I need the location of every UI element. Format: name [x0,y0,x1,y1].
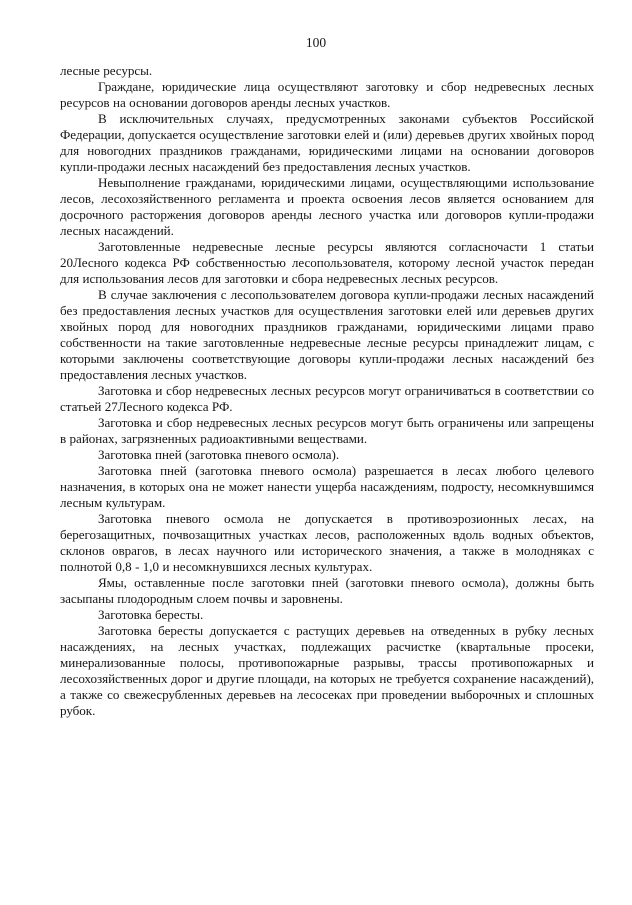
paragraph-3: В исключительных случаях, предусмотренных законами субъектов Российской Федерации, допускается осуществление заготовки елей и (или) деревьев других хвойных пород для новогодних праздников гражданами, юридическими лицами на основании договоров купли-продажи лесных насаждений без предоставления лесных участков. [60,111,594,174]
paragraph-10: Заготовка пней (заготовка пневого осмола) разрешается в лесах любого целевого назначения, в которых она не может нанести ущерба насаждениям, подросту, несомкнувшимся лесным культурам. [60,463,594,510]
section-heading-stumps: Заготовка пней (заготовка пневого осмола). [98,447,340,462]
body-text [60,63,594,719]
section-heading-birch-bark: Заготовка бересты. [98,607,204,622]
paragraph-14: Заготовка бересты допускается с растущих деревьев на отведенных в рубку лесных насаждениях, на лесных участках, подлежащих расчистке (квартальные просеки, минерализованные полосы, противопожарные разрывы, трассы противопожарных и лесохозяйственных дорог и другие площади, на которых не требуется сохранение насаждений), а также со свежесрубленных деревьев на лесосеках при проведении выборочных и сплошных рубок. [60,623,594,718]
paragraph-8: Заготовка и сбор недревесных лесных ресурсов могут быть ограничены или запрещены в районах, загрязненных радиоактивными веществами. [60,415,594,446]
paragraph-6: В случае заключения с лесопользователем договора купли-продажи лесных насаждений без предоставления лесных участков для осуществления заготовки елей или деревьев других хвойных пород для новогодних праздников гражданами, юридическими лицами право собственности на такие заготовленные недревесные лесные ресурсы принадлежит лицам, с которыми заключены соответствующие договоры купли-продажи лесных насаждений без предоставления лесных участков. [60,287,594,382]
paragraph-12: Ямы, оставленные после заготовки пней (заготовки пневого осмола), должны быть засыпаны плодородным слоем почвы и заровнены. [60,575,594,606]
paragraph-7: Заготовка и сбор недревесных лесных ресурсов могут ограничиваться в соответствии со статьей 27Лесного кодекса РФ. [60,383,594,414]
paragraph-5: Заготовленные недревесные лесные ресурсы являются согласночасти 1 статьи 20Лесного кодекса РФ собственностью лесопользователя, которому лесной участок передан для использования лесов для заготовки и сбора недревесных лесных ресурсов. [60,239,594,286]
page-number: 100 [305,35,327,50]
paragraph-1: лесные ресурсы. [60,63,153,78]
paragraph-11: Заготовка пневого осмола не допускается в противоэрозионных лесах, на берегозащитных, почвозащитных участках лесов, расположенных вдоль водных объектов, склонов оврагов, в лесах научного или исторического значения, а также в молодняках с полнотой 0,8 - 1,0 и несомкнувшихся лесных культурах. [60,511,594,574]
paragraph-2: Граждане, юридические лица осуществляют заготовку и сбор недревесных лесных ресурсов на основании договоров аренды лесных участков. [60,79,594,110]
paragraph-4: Невыполнение гражданами, юридическими лицами, осуществляющими использование лесов, лесохозяйственного регламента и проекта освоения лесов является основанием для досрочного расторжения договоров аренды лесного участка или договоров купли-продажи лесных насаждений. [60,175,594,238]
